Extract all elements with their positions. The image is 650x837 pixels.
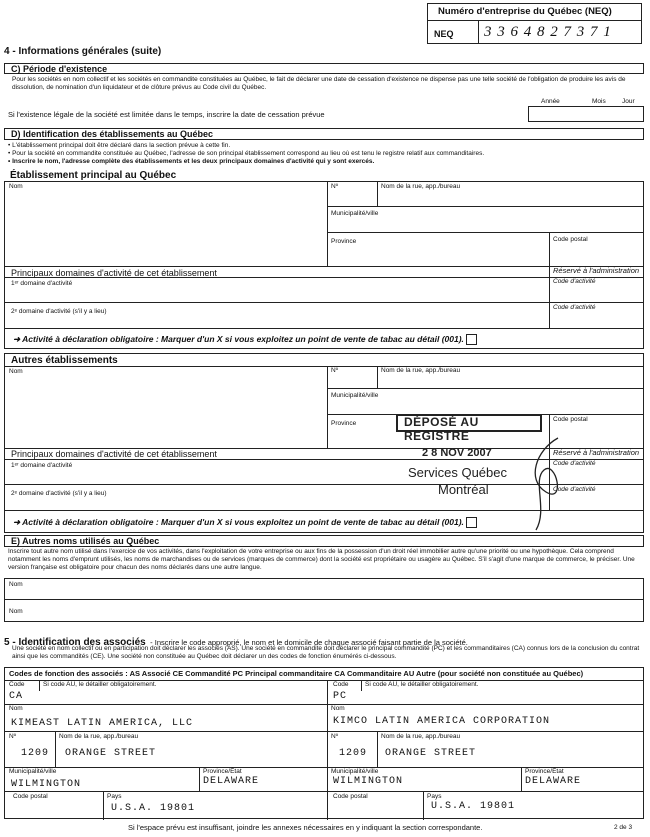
- stamp-line3: Services Québec: [408, 465, 507, 480]
- section-e-text: Inscrire tout autre nom utilisé dans l'exercice de vos activités, dans l'exploitation de votre entreprise ou aux fins de la possession d'un droit réel immobilier autre qu'une priorité ou une hypothèque. Cela comprend notamment les noms d'emprunt utilisés, les noms de marchandises ou de services (marques de commerce) dont la société est propriétaire ou usagère au Québec. S'il s'agit d'une marque de commerce, le préciser. Une version française est obligatoire pour chacun des noms déclarés dans une autre langue.: [8, 548, 635, 571]
- left-no-value[interactable]: 1209: [21, 748, 50, 759]
- main-tobacco-checkbox[interactable]: [466, 334, 477, 345]
- other-names-box: [4, 578, 644, 622]
- other-name1-label: Nom: [9, 581, 23, 588]
- right-no-label: Nº: [331, 733, 339, 740]
- other-postal-label: Code postal: [553, 416, 588, 423]
- right-city-value[interactable]: WILMINGTON: [333, 776, 404, 787]
- left-city-value[interactable]: WILMINGTON: [11, 779, 82, 790]
- right-country-label: Pays: [427, 793, 442, 800]
- right-postal-label: Code postal: [333, 793, 368, 800]
- other-name2-label: Nom: [9, 608, 23, 615]
- registry-stamp: [396, 412, 546, 502]
- left-street-label: Nom de la rue, app./bureau: [59, 733, 139, 740]
- right-prov-value[interactable]: DELAWARE: [525, 776, 582, 787]
- main-no-label: Nº: [331, 183, 339, 190]
- other-code1-label: Code d'activité: [553, 460, 596, 467]
- function-codes: Codes de fonction des associés : AS Associé CE Commandité PC Principal commanditaire CA Commanditaire AU Autre (pour société non constituée au Québec): [9, 669, 584, 678]
- page-number: 2 de 3: [614, 824, 633, 831]
- neq-title: Numéro d'entreprise du Québec (NEQ): [438, 6, 612, 17]
- other-name-label: Nom: [9, 368, 23, 375]
- stamp-line1: DÉPOSÉ AU REGISTRE: [404, 415, 479, 443]
- left-name-label: Nom: [9, 705, 23, 712]
- main-code1-label: Code d'activité: [553, 278, 596, 285]
- other-tobacco-label: ➜ Activité à déclaration obligatoire : Marquer d'un X si vous exploitez un point de vente de tabac au détail (001).: [13, 517, 477, 528]
- main-domains-label: Principaux domaines d'activité de cet établissement: [11, 268, 217, 278]
- main-province-label: Province: [331, 238, 357, 245]
- right-code-note: Si code AU, le détailler obligatoirement.: [365, 681, 479, 688]
- main-street-label: Nom de la rue, app./bureau: [381, 183, 461, 190]
- other-tobacco-checkbox[interactable]: [466, 517, 477, 528]
- main-domain1-label: 1ᵉʳ domaine d'activité: [11, 280, 73, 287]
- section-e-header: [4, 535, 644, 547]
- other-reserved-label: Réservé à l'administration: [553, 448, 640, 457]
- stamp-line4: Montréal: [438, 482, 489, 497]
- year-label: Année: [541, 98, 560, 105]
- stamp-date: 2 8 NOV 2007: [422, 447, 492, 459]
- right-prov-label: Province/État: [525, 768, 564, 775]
- main-reserved-label: Réservé à l'administration: [553, 266, 640, 275]
- other-city-label: Municipalité/ville: [331, 392, 379, 399]
- neq-value[interactable]: 3 3 6 4 8 2 7 3 7 1: [484, 24, 612, 40]
- left-prov-value[interactable]: DELAWARE: [203, 776, 260, 787]
- signature-icon: [496, 430, 576, 540]
- other-no-label: Nº: [331, 367, 339, 374]
- main-domain2-label: 2ᵉ domaine d'activité (s'il y a lieu): [11, 308, 107, 315]
- left-street-value[interactable]: ORANGE STREET: [65, 748, 157, 759]
- other-street-label: Nom de la rue, app./bureau: [381, 367, 461, 374]
- section-d-header: [4, 128, 644, 140]
- main-establishment-box: [4, 181, 644, 349]
- section-d-title: D) Identification des établissements au Québec: [11, 129, 214, 139]
- right-street-label: Nom de la rue, app./bureau: [381, 733, 461, 740]
- section5-text: Une société en nom collectif ou en participation doit déclarer les associés (AS). Une société en commandite doit déclarer le principal commandité (PC) et les commanditaires (CA) connus lors de la conclusion du contrat ainsi que les commandités (CE). Une société non constituée au Québec doit déclarer un des codes de fonction énumérés ci-dessous.: [12, 645, 640, 660]
- d-bullet-1: • L'établissement principal doit être déclaré dans la section prévue à cette fin.: [8, 142, 231, 149]
- other-code2-label: Code d'activité: [553, 486, 596, 493]
- right-country-value[interactable]: U.S.A. 19801: [431, 801, 516, 812]
- section4-title: 4 - Informations générales (suite): [4, 46, 162, 57]
- right-name-value[interactable]: KIMCO LATIN AMERICA CORPORATION: [333, 716, 551, 727]
- main-establishment-title: Établissement principal au Québec: [10, 170, 177, 181]
- right-city-label: Municipalité/ville: [331, 768, 379, 775]
- day-label: Jour: [622, 98, 635, 105]
- right-code-value[interactable]: PC: [333, 691, 348, 702]
- left-prov-label: Province/État: [203, 768, 242, 775]
- main-name-label: Nom: [9, 183, 23, 190]
- left-country-label: Pays: [107, 793, 122, 800]
- left-code-note: Si code AU, le détailler obligatoirement.: [43, 681, 157, 688]
- left-city-label: Municipalité/ville: [9, 768, 57, 775]
- left-no-label: Nº: [9, 733, 17, 740]
- left-postal-label: Code postal: [13, 793, 48, 800]
- left-code-value[interactable]: CA: [9, 691, 24, 702]
- main-postal-label: Code postal: [553, 236, 588, 243]
- section-e-title: E) Autres noms utilisés au Québec: [11, 536, 160, 546]
- neq-label: NEQ: [434, 29, 454, 39]
- right-code-label: Code: [333, 681, 349, 688]
- footer-note: Si l'espace prévu est insuffisant, joindre les annexes nécessaires en y indiquant la section correspondante.: [128, 823, 483, 832]
- main-code2-label: Code d'activité: [553, 304, 596, 311]
- neq-box: [427, 3, 642, 44]
- cessation-date-field[interactable]: [528, 106, 644, 122]
- section-c-title: C) Période d'existence: [11, 64, 108, 74]
- section-c-header: [4, 63, 644, 74]
- limit-text: Si l'existence légale de la société est limitée dans le temps, inscrire la date de cessation prévue: [8, 110, 325, 119]
- d-bullet-3: • Inscrire le nom, l'adresse complète des établissements et les deux principaux domaines d'activité qui y sont exercés.: [8, 158, 375, 165]
- section-c-text: Pour les sociétés en nom collectif et les sociétés en commandite constituées au Québec, le fait de déclarer une date de cessation d'existence ne dispense pas une telle société de l'obligation de produire les avis de dissolution, de nomination d'un liquidateur et de clôture prévus au Code civil du Québec.: [12, 76, 626, 91]
- month-label: Mois: [592, 98, 606, 105]
- right-no-value[interactable]: 1209: [339, 748, 368, 759]
- right-street-value[interactable]: ORANGE STREET: [385, 748, 477, 759]
- other-domains-label: Principaux domaines d'activité de cet établissement: [11, 449, 217, 459]
- section5-title: 5 - Identification des associés: [4, 637, 146, 648]
- other-domain2-label: 2ᵉ domaine d'activité (s'il y a lieu): [11, 490, 107, 497]
- associates-box: [4, 667, 644, 819]
- right-name-label: Nom: [331, 705, 345, 712]
- other-establishment-title: Autres établissements: [11, 355, 118, 366]
- main-tobacco-label: ➜ Activité à déclaration obligatoire : Marquer d'un X si vous exploitez un point de vente de tabac au détail (001).: [13, 334, 477, 345]
- other-domain1-label: 1ᵉʳ domaine d'activité: [11, 462, 73, 469]
- left-country-value[interactable]: U.S.A. 19801: [111, 803, 196, 814]
- left-name-value[interactable]: KIMEAST LATIN AMERICA, LLC: [11, 718, 194, 729]
- d-bullet-2: • Pour la société en commandite constituée au Québec, l'adresse de son principal établissement correspond au lieu où est tenu le registre relatif aux commanditaires.: [8, 150, 485, 157]
- other-province-label: Province: [331, 420, 357, 427]
- main-city-label: Municipalité/ville: [331, 210, 379, 217]
- section5-subtitle: - Inscrire le code approprié, le nom et le domicile de chaque associé faisant partie de la société.: [150, 638, 468, 647]
- left-code-label: Code: [9, 681, 25, 688]
